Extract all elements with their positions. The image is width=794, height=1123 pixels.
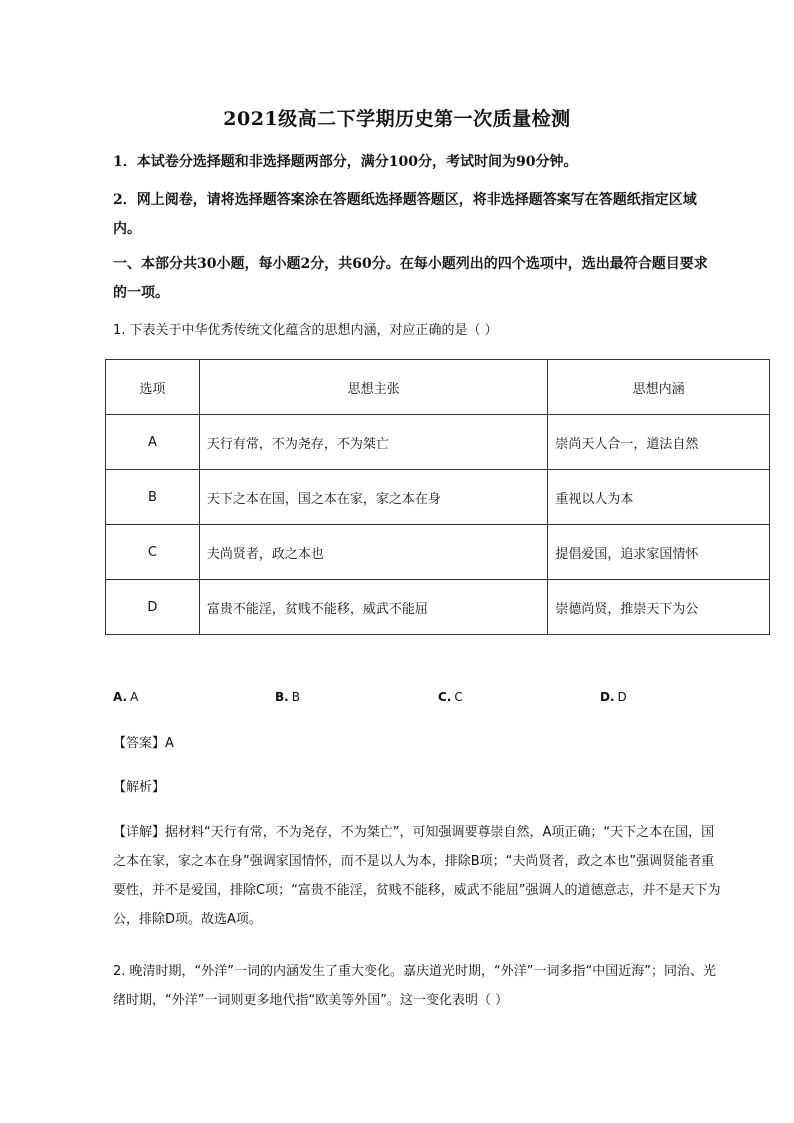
instruction-1: 1．本试卷分选择题和非选择题两部分，满分100分，考试时间为90分钟。: [113, 154, 578, 170]
row-meaning: 崇尚天人合一，道法自然: [548, 415, 770, 470]
choice-b[interactable]: [275, 690, 300, 704]
question-2-stem: 2. 晚清时期，“外洋”一词的内涵发生了重大变化。嘉庆道光时期，“外洋”一词多指“中国近海”；同治、光绪时期，“外洋”一词则更多地代指“欧美等外国”。这一变化表明（ ）: [113, 964, 716, 1008]
row-option: C: [106, 525, 200, 580]
row-idea: 富贵不能淫，贫贱不能移，威武不能屈: [199, 580, 547, 635]
row-option: A: [106, 415, 200, 470]
row-idea: 天行有常，不为尧存，不为桀亡: [199, 415, 547, 470]
analysis-label: 【解析】: [113, 780, 166, 795]
choice-letter: A.: [113, 690, 128, 704]
header-idea: 思想主张: [199, 360, 547, 415]
header-meaning: 思想内涵: [548, 360, 770, 415]
row-idea: 夫尚贤者，政之本也: [199, 525, 547, 580]
row-meaning: 崇德尚贤，推崇天下为公: [548, 580, 770, 635]
choice-letter: C.: [438, 690, 452, 704]
row-meaning: 提倡爱国，追求家国情怀: [548, 525, 770, 580]
table-row: [106, 415, 770, 470]
table-row: [106, 525, 770, 580]
section-heading: 一、本部分共30小题，每小题2分，共60分。在每小题列出的四个选项中，选出最符合题目要求的一项。: [113, 256, 708, 301]
choice-a[interactable]: [113, 690, 138, 704]
choice-value: A: [130, 690, 139, 704]
choice-value: D: [617, 690, 627, 704]
header-option: 选项: [106, 360, 200, 415]
row-option: B: [106, 470, 200, 525]
answer-text: 【答案】A: [113, 736, 174, 751]
table-header-row: [106, 360, 770, 415]
exam-title: 2021级高二下学期历史第一次质量检测: [223, 108, 571, 130]
choice-d[interactable]: [600, 690, 627, 704]
question-1-stem: 1. 下表关于中华优秀传统文化蕴含的思想内涵，对应正确的是（ ）: [113, 323, 498, 338]
choice-value: B: [291, 690, 300, 704]
choice-c[interactable]: [438, 690, 463, 704]
table-row: [106, 580, 770, 635]
row-idea: 天下之本在国，国之本在家，家之本在身: [199, 470, 547, 525]
choice-value: C: [454, 690, 463, 704]
choice-letter: B.: [275, 690, 289, 704]
question-1-table: [105, 359, 770, 635]
row-meaning: 重视以人为本: [548, 470, 770, 525]
analysis-detail: 【详解】据材料“天行有常，不为尧存，不为桀亡”，可知强调要尊崇自然，A项正确；“天下之本在国，国之本在家，家之本在身”强调家国情怀，而不是以人为本，排除B项；“夫尚贤者，政之本也”强调贤能者重要性，并不是爱国，排除C项；“富贵不能淫，贫贱不能移，威武不能屈”强调人的道德意志，并不是天下为公，排除D项。故选A项。: [113, 825, 721, 927]
table-row: [106, 470, 770, 525]
row-option: D: [106, 580, 200, 635]
instruction-2: 2．网上阅卷，请将选择题答案涂在答题纸选择题答题区，将非选择题答案写在答题纸指定区域内。: [113, 192, 697, 237]
choice-letter: D.: [600, 690, 615, 704]
